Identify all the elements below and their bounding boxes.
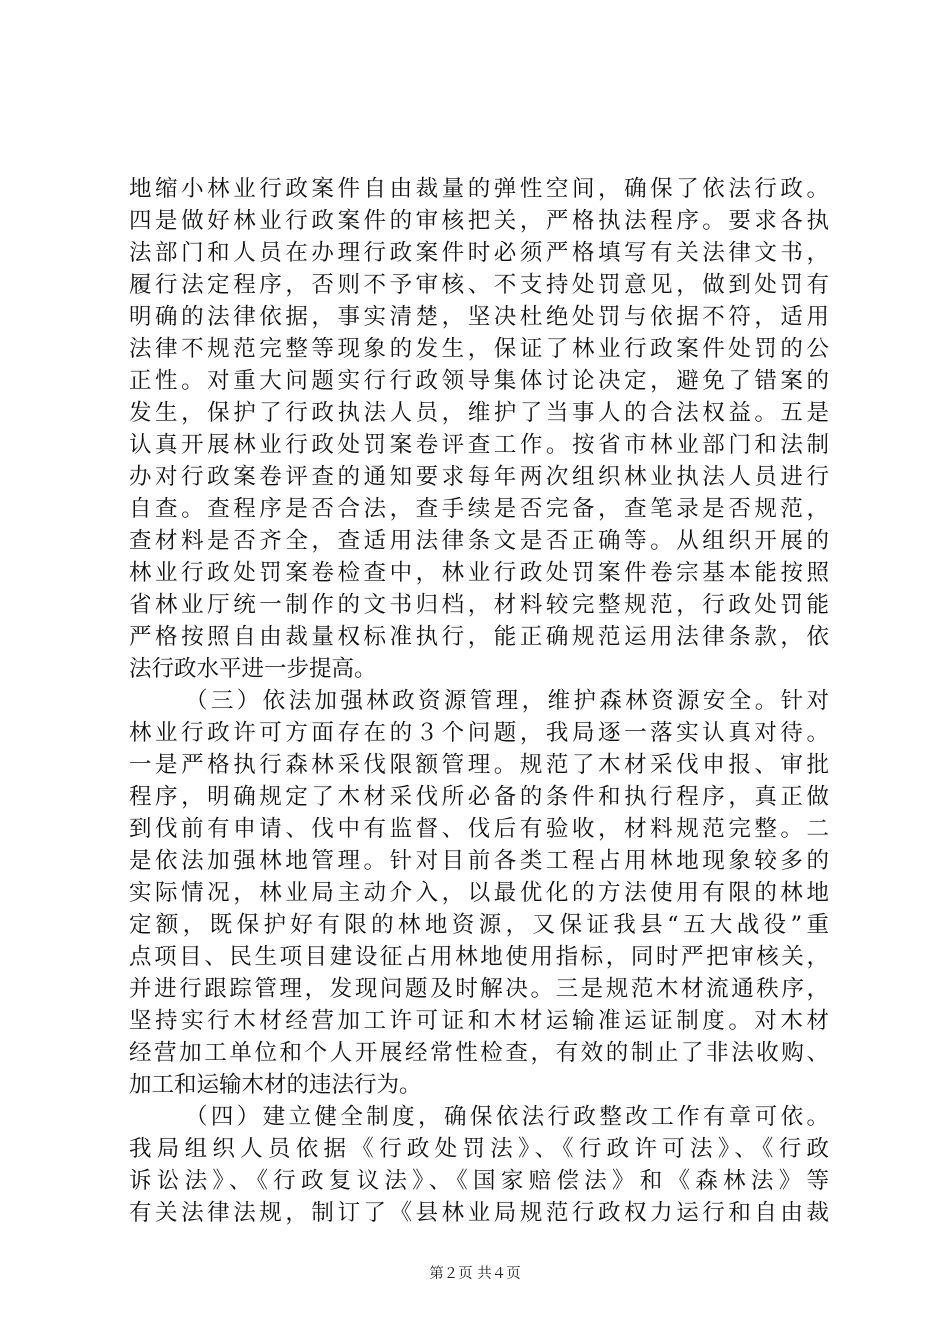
- text-line: 我局组织人员依据《行政处罚法》、《行政许可法》、《行政: [129, 1136, 829, 1162]
- text-line: 并进行跟踪管理，发现问题及时解决。三是规范木材流通秩序，: [129, 976, 829, 1002]
- text-line: 四是做好林业行政案件的审核把关，严格执法程序。要求各执: [129, 208, 829, 234]
- text-line: 办对行政案卷评查的通知要求每年两次组织林业执法人员进行: [129, 464, 829, 490]
- document-body: [129, 173, 829, 1229]
- text-line: （三）依法加强林政资源管理，维护森林资源安全。针对: [185, 688, 829, 714]
- text-line: 法行政水平进一步提高。: [129, 656, 377, 682]
- text-line: 法律不规范完整等现象的发生，保证了林业行政案件处罚的公: [129, 336, 829, 362]
- text-line: 查材料是否齐全，查适用法律条文是否正确等。从组织开展的: [129, 528, 829, 554]
- text-line: 点项目、民生项目建设征占用林地使用指标，同时严把审核关，: [129, 944, 829, 970]
- text-line: 发生，保护了行政执法人员，维护了当事人的合法权益。五是: [129, 400, 829, 426]
- text-line: 林业行政处罚案卷检查中，林业行政处罚案件卷宗基本能按照: [129, 560, 829, 586]
- text-line: 一是严格执行森林采伐限额管理。规范了木材采伐申报、审批: [129, 752, 829, 778]
- text-line: 正性。对重大问题实行行政领导集体讨论决定，避免了错案的: [129, 368, 829, 394]
- text-line: 认真开展林业行政处罚案卷评查工作。按省市林业部门和法制: [129, 432, 829, 458]
- text-line: 程序，明确规定了木材采伐所必备的条件和执行程序，真正做: [129, 784, 829, 810]
- text-line: 坚持实行木材经营加工许可证和木材运输准运证制度。对木材: [129, 1008, 829, 1034]
- text-line: 法部门和人员在办理行政案件时必须严格填写有关法律文书，: [129, 240, 829, 266]
- text-line: （四）建立健全制度，确保依法行政整改工作有章可依。: [185, 1104, 829, 1130]
- text-line: 履行法定程序，否则不予审核、不支持处罚意见，做到处罚有: [129, 272, 829, 298]
- text-line: 林业行政许可方面存在的３个问题，我局逐一落实认真对待。: [129, 720, 829, 746]
- text-line: 地缩小林业行政案件自由裁量的弹性空间，确保了依法行政。: [129, 176, 829, 202]
- text-line: 加工和运输木材的违法行为。: [129, 1072, 422, 1098]
- page-footer: 第２页 共４页: [429, 1266, 521, 1282]
- text-line: 诉讼法》、《行政复议法》、《国家赔偿法》和《森林法》等: [129, 1168, 829, 1194]
- text-line: 到伐前有申请、伐中有监督、伐后有验收，材料规范完整。二: [129, 816, 829, 842]
- text-line: 有关法律法规，制订了《县林业局规范行政权力运行和自由裁: [129, 1200, 829, 1226]
- text-line: 定额，既保护好有限的林地资源，又保证我县“五大战役”重: [129, 912, 829, 938]
- text-line: 自查。查程序是否合法，查手续是否完备，查笔录是否规范，: [129, 496, 829, 522]
- text-line: 省林业厅统一制作的文书归档，材料较完整规范，行政处罚能: [129, 592, 829, 618]
- text-line: 实际情况，林业局主动介入，以最优化的方法使用有限的林地: [129, 880, 829, 906]
- text-line: 明确的法律依据，事实清楚，坚决杜绝处罚与依据不符，适用: [129, 304, 829, 330]
- text-line: 是依法加强林地管理。针对目前各类工程占用林地现象较多的: [129, 848, 829, 874]
- text-line: 严格按照自由裁量权标准执行，能正确规范运用法律条款，依: [129, 624, 829, 650]
- text-line: 经营加工单位和个人开展经常性检查，有效的制止了非法收购、: [129, 1040, 829, 1066]
